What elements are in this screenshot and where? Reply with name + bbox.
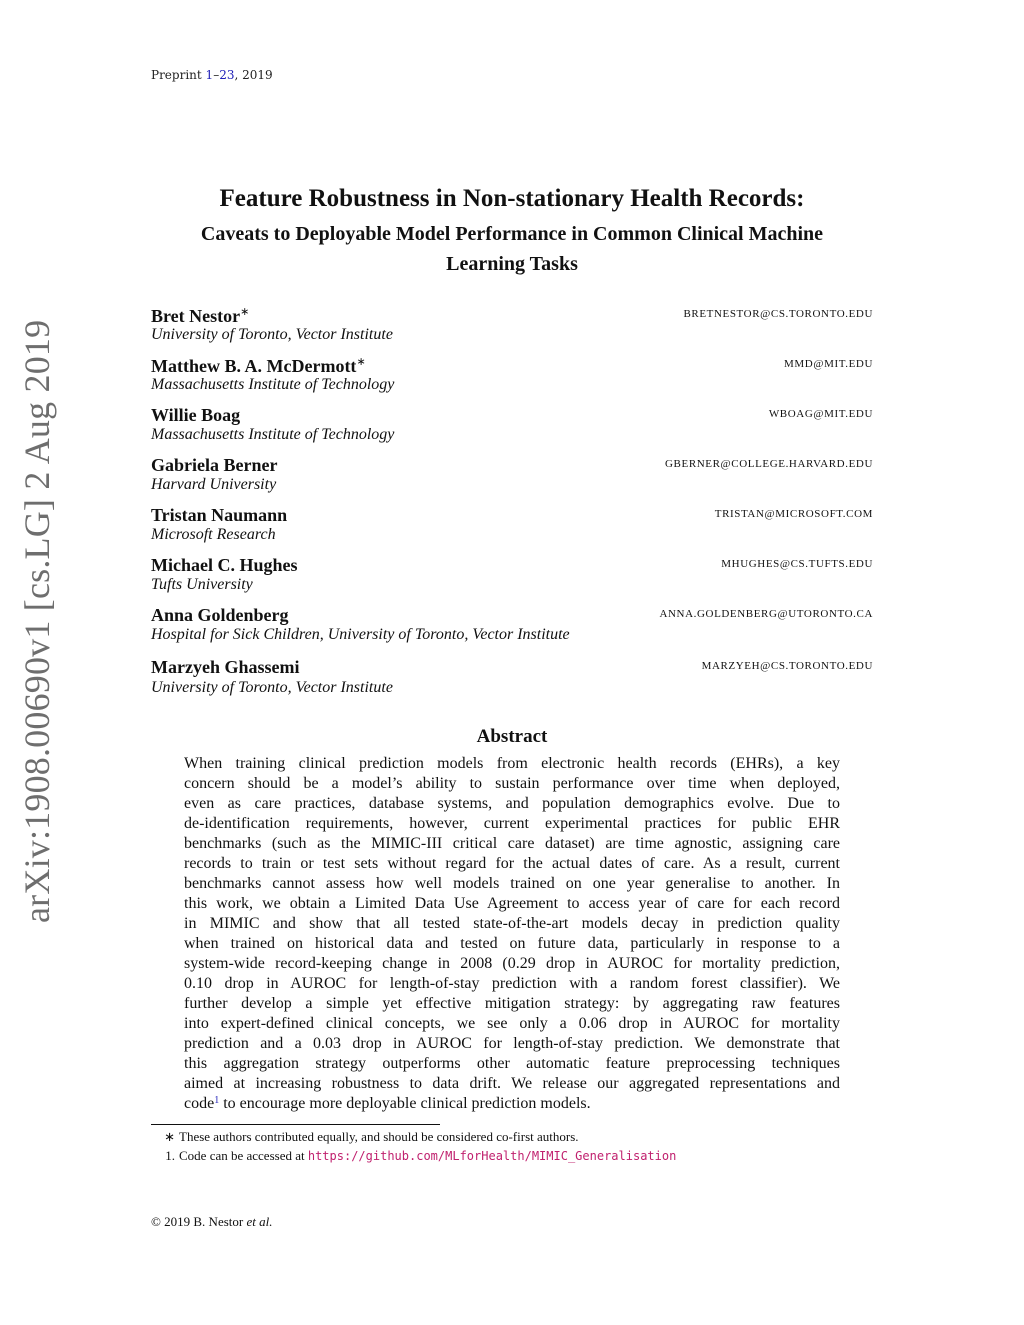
author-name: Michael C. Hughes <box>151 555 298 575</box>
author-name: Marzyeh Ghassemi <box>151 657 300 677</box>
author-block <box>151 455 873 499</box>
author-affiliation: Tufts University <box>151 576 253 593</box>
abstract-line: into expert-defined clinical concepts, we see only a 0.06 drop in AUROC for mortality <box>184 1015 840 1032</box>
footnote-star-mark: ∗ <box>164 1129 175 1144</box>
abstract-line: this aggregation strategy outperforms other automatic feature preprocessing techniques <box>184 1055 840 1072</box>
equal-contribution-mark: ∗ <box>240 306 250 318</box>
abstract-line: prediction and a 0.03 drop in AUROC for length-of-stay prediction. We demonstrate that <box>184 1035 840 1052</box>
footnote-star-text: These authors contributed equally, and should be considered co-first authors. <box>179 1129 579 1144</box>
paper-subtitle <box>140 219 884 279</box>
author-name: Bret Nestor∗ <box>151 306 250 326</box>
author-email[interactable]: BRETNESTOR@CS.TORONTO.EDU <box>683 308 873 320</box>
abstract-line: when trained on historical data and tested on future data, particularly in response to a <box>184 935 840 952</box>
subtitle-line-1: Caveats to Deployable Model Performance in Common Clinical Machine <box>200 223 824 245</box>
preprint-label: Preprint <box>151 68 202 82</box>
author-name: Gabriela Berner <box>151 455 278 475</box>
preprint-year: , 2019 <box>234 68 273 82</box>
author-affiliation: Microsoft Research <box>151 526 276 543</box>
author-block <box>151 305 873 349</box>
equal-contribution-mark: ∗ <box>356 356 366 368</box>
abstract-line: records to train or test sets without regard for the actual dates of care. As a result, current <box>184 855 840 872</box>
abstract-line: When training clinical prediction models from electronic health records (EHRs), a key <box>184 755 840 772</box>
abstract-line: 0.10 drop in AUROC for length-of-stay prediction with a random forest classifier). We <box>184 975 840 992</box>
copyright-etal: et al. <box>246 1214 273 1229</box>
author-email[interactable]: GBERNER@COLLEGE.HARVARD.EDU <box>665 458 873 470</box>
arxiv-stamp: arXiv:1908.00690v1 [cs.LG] 2 Aug 2019 <box>17 319 57 923</box>
author-block <box>151 505 873 549</box>
abstract-line: aimed at increasing robustness to data drift. We release our aggregated representations and <box>184 1075 840 1092</box>
author-block <box>151 405 873 449</box>
copyright-symbol: © <box>151 1214 161 1229</box>
page-range-dash: – <box>213 68 220 82</box>
author-email[interactable]: TRISTAN@MICROSOFT.COM <box>714 508 873 520</box>
abstract-line: this work, we obtain a Limited Data Use Agreement to access year of care for each record <box>184 895 840 912</box>
subtitle-line-2: Learning Tasks <box>446 253 578 275</box>
page-first-link[interactable]: 1 <box>205 68 214 82</box>
code-url-link[interactable]: https://github.com/MLforHealth/MIMIC_Generalisation <box>307 1149 677 1163</box>
abstract-line: de-identification requirements, however, current experimental practices for public EHR <box>184 815 840 832</box>
abstract-line: benchmarks (such as the MIMIC-III critical care dataset) are time agnostic, assigning care <box>184 835 840 852</box>
author-affiliation: Hospital for Sick Children, University of Toronto, Vector Institute <box>151 626 570 643</box>
paper-title: Feature Robustness in Non-stationary Health Records: <box>219 185 805 212</box>
author-name: Willie Boag <box>151 405 241 425</box>
author-affiliation: University of Toronto, Vector Institute <box>151 326 393 343</box>
abstract-line: in MIMIC and show that all tested state-of-the-art models decay in prediction quality <box>184 915 840 932</box>
author-name: Anna Goldenberg <box>151 605 289 625</box>
abstract-line: system-wide record-keeping change in 2008 (0.29 drop in AUROC for mortality prediction, <box>184 955 840 972</box>
author-email[interactable]: MARZYEH@CS.TORONTO.EDU <box>701 660 873 672</box>
preprint-header <box>151 68 273 82</box>
author-block <box>151 657 873 701</box>
author-block <box>151 605 873 649</box>
author-email[interactable]: ANNA.GOLDENBERG@UTORONTO.CA <box>659 608 873 620</box>
abstract-line: further develop a simple yet effective mitigation strategy: by aggregating raw features <box>184 995 840 1012</box>
author-block <box>151 355 873 399</box>
abstract-heading: Abstract <box>476 726 548 747</box>
author-name: Tristan Naumann <box>151 505 288 525</box>
footnote-star <box>151 1129 579 1145</box>
footnote-1 <box>151 1148 676 1164</box>
footnote-1-ref[interactable]: 1 <box>214 1095 220 1106</box>
abstract-body <box>184 754 840 1114</box>
author-name: Matthew B. A. McDermott∗ <box>151 356 366 376</box>
author-affiliation: University of Toronto, Vector Institute <box>151 679 393 696</box>
author-affiliation: Massachusetts Institute of Technology <box>151 376 395 393</box>
footnote-rule <box>151 1124 440 1125</box>
copyright-text: 2019 B. Nestor <box>160 1214 247 1229</box>
author-email[interactable]: MHUGHES@CS.TUFTS.EDU <box>721 558 873 570</box>
copyright <box>151 1214 272 1230</box>
abstract-line: concern should be a model’s ability to sustain performance over time when deployed, <box>184 775 840 792</box>
footnote-1-mark: 1. <box>165 1148 175 1163</box>
author-block <box>151 555 873 599</box>
abstract-line: even as care practices, database systems, and population demographics evolve. Due to <box>184 795 840 812</box>
abstract-line-last: code$^1$ to encourage more deployable clinical prediction models. <box>184 1095 591 1112</box>
author-affiliation: Harvard University <box>151 476 277 493</box>
page-last-link[interactable]: 23 <box>219 68 235 82</box>
author-email[interactable]: MMD@MIT.EDU <box>784 358 873 370</box>
author-email[interactable]: WBOAG@MIT.EDU <box>768 408 873 420</box>
author-affiliation: Massachusetts Institute of Technology <box>151 426 395 443</box>
footnote-1-text: Code can be accessed at <box>179 1148 308 1163</box>
abstract-line: benchmarks cannot assess how well models trained on one year generalise to another. In <box>184 875 840 892</box>
